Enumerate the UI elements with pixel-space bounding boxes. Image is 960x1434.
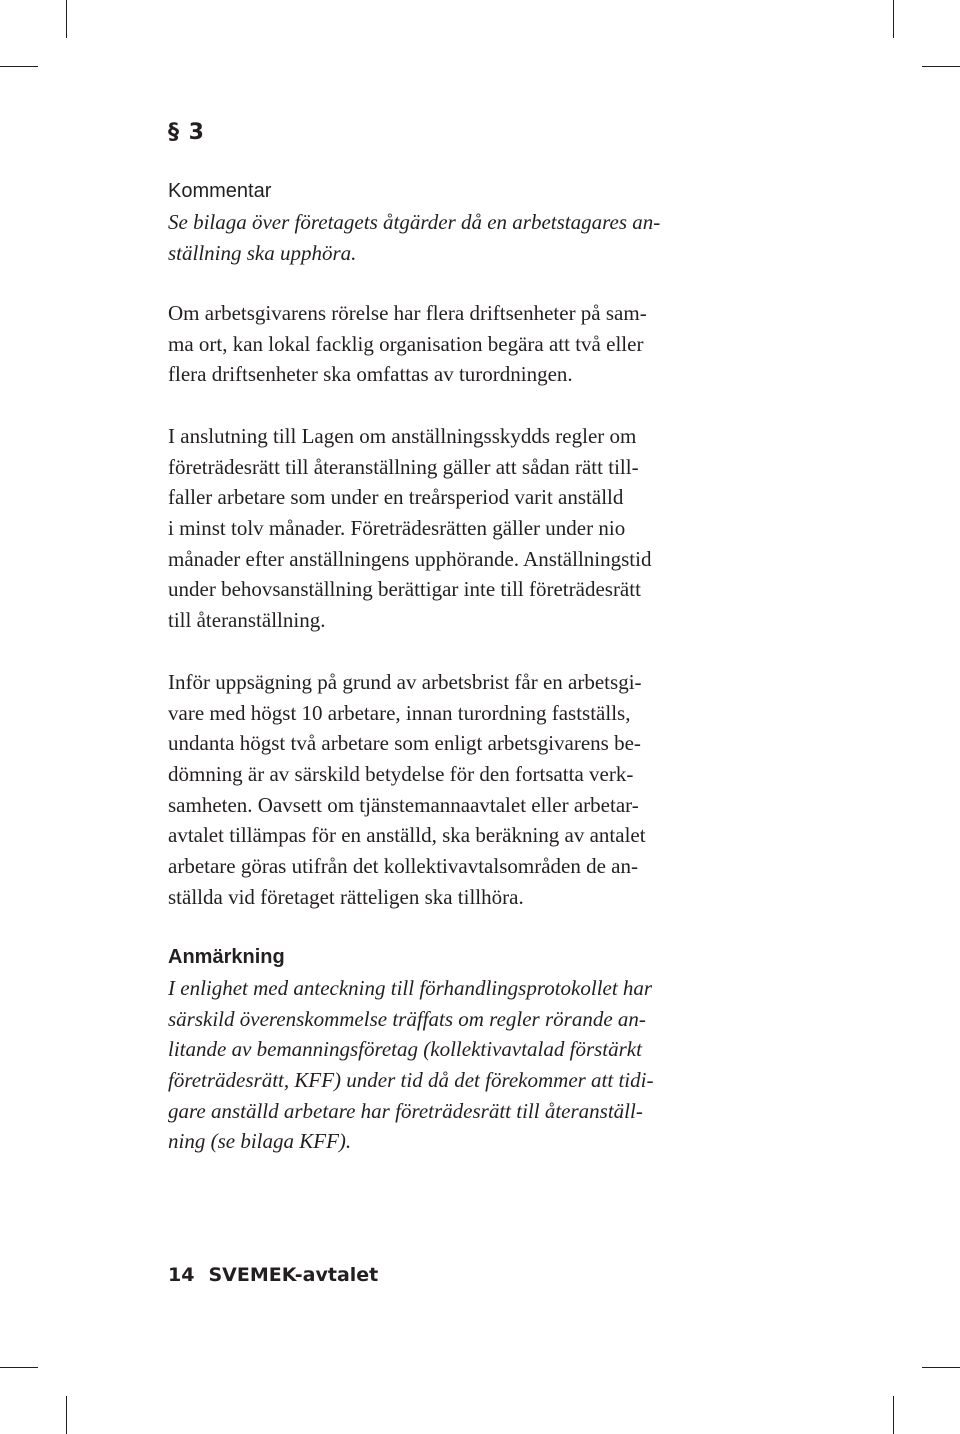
page-number: 14 <box>168 1264 195 1286</box>
anmarkning-text <box>168 973 653 1157</box>
text-line: Inför uppsägning på grund av arbetsbrist får en arbetsgi- <box>168 670 642 694</box>
crop-mark <box>922 1367 960 1368</box>
crop-mark <box>893 0 894 38</box>
text-line: undanta högst två arbetare som enligt arbetsgivarens be- <box>168 731 641 756</box>
text-line: till återanställning. <box>168 608 326 633</box>
text-line: ställda vid företaget rätteligen ska tillhöra. <box>168 884 524 909</box>
text-line: företrädesrätt till återanställning gäller att sådan rätt till- <box>168 454 639 479</box>
text-line: Om arbetsgivarens rörelse har flera driftsenheter på sam- <box>168 301 647 325</box>
document-title: SVEMEK-avtalet <box>208 1264 379 1286</box>
text-line: särskild överenskommelse träffats om regler rörande an- <box>168 1006 646 1031</box>
text-line: företrädesrätt, KFF) under tid då det förekommer att tidi- <box>168 1068 654 1093</box>
paragraph-driftsenheter <box>168 298 647 390</box>
text-line: i minst tolv månader. Företrädesrätten gäller under nio <box>168 516 626 541</box>
text-line: I anslutning till Lagen om anställningsskydds regler om <box>168 424 637 448</box>
text-line: flera driftsenheter ska omfattas av turordningen. <box>168 362 573 387</box>
text-line: ställning ska upphöra. <box>168 240 357 265</box>
crop-mark <box>0 66 38 67</box>
crop-mark <box>922 66 960 67</box>
text-line: arbetare göras utifrån det kollektivavtalsområden de an- <box>168 854 638 879</box>
crop-mark <box>0 1367 38 1368</box>
text-line: litande av bemanningsföretag (kollektivavtalad förstärkt <box>168 1037 642 1062</box>
text-line: månader efter anställningens upphörande. Anställningstid <box>168 546 652 571</box>
crop-mark <box>66 1396 67 1434</box>
text-line: gare anställd arbetare har företrädesrätt till återanställ- <box>168 1098 643 1123</box>
crop-mark <box>66 0 67 38</box>
text-line: ma ort, kan lokal facklig organisation begära att två eller <box>168 331 644 356</box>
text-line: dömning är av särskild betydelse för den fortsatta verk- <box>168 762 634 787</box>
text-line: vare med högst 10 arbetare, innan turordning fastställs, <box>168 700 631 725</box>
text-line: I enlighet med anteckning till förhandlingsprotokollet har <box>168 976 653 1000</box>
text-line: under behovsanställning berättigar inte till företrädesrätt <box>168 577 641 602</box>
text-line: Se bilaga över företagets åtgärder då en arbetstagares an- <box>168 210 661 234</box>
paragraph-foretradesratt <box>168 421 651 636</box>
page-footer <box>168 1264 378 1286</box>
crop-mark <box>893 1396 894 1434</box>
kommentar-text <box>168 207 660 268</box>
text-line: samheten. Oavsett om tjänstemannaavtalet eller arbetar- <box>168 792 639 817</box>
kommentar-heading: Kommentar <box>168 180 272 202</box>
text-line: avtalet tillämpas för en anställd, ska beräkning av antalet <box>168 823 646 848</box>
anmarkning-heading: Anmärkning <box>168 946 285 968</box>
paragraph-arbetsbrist <box>168 667 646 913</box>
text-line: ning (se bilaga KFF). <box>168 1129 352 1154</box>
text-line: faller arbetare som under en treårsperiod varit anställd <box>168 485 624 510</box>
section-heading: § 3 <box>168 120 205 145</box>
